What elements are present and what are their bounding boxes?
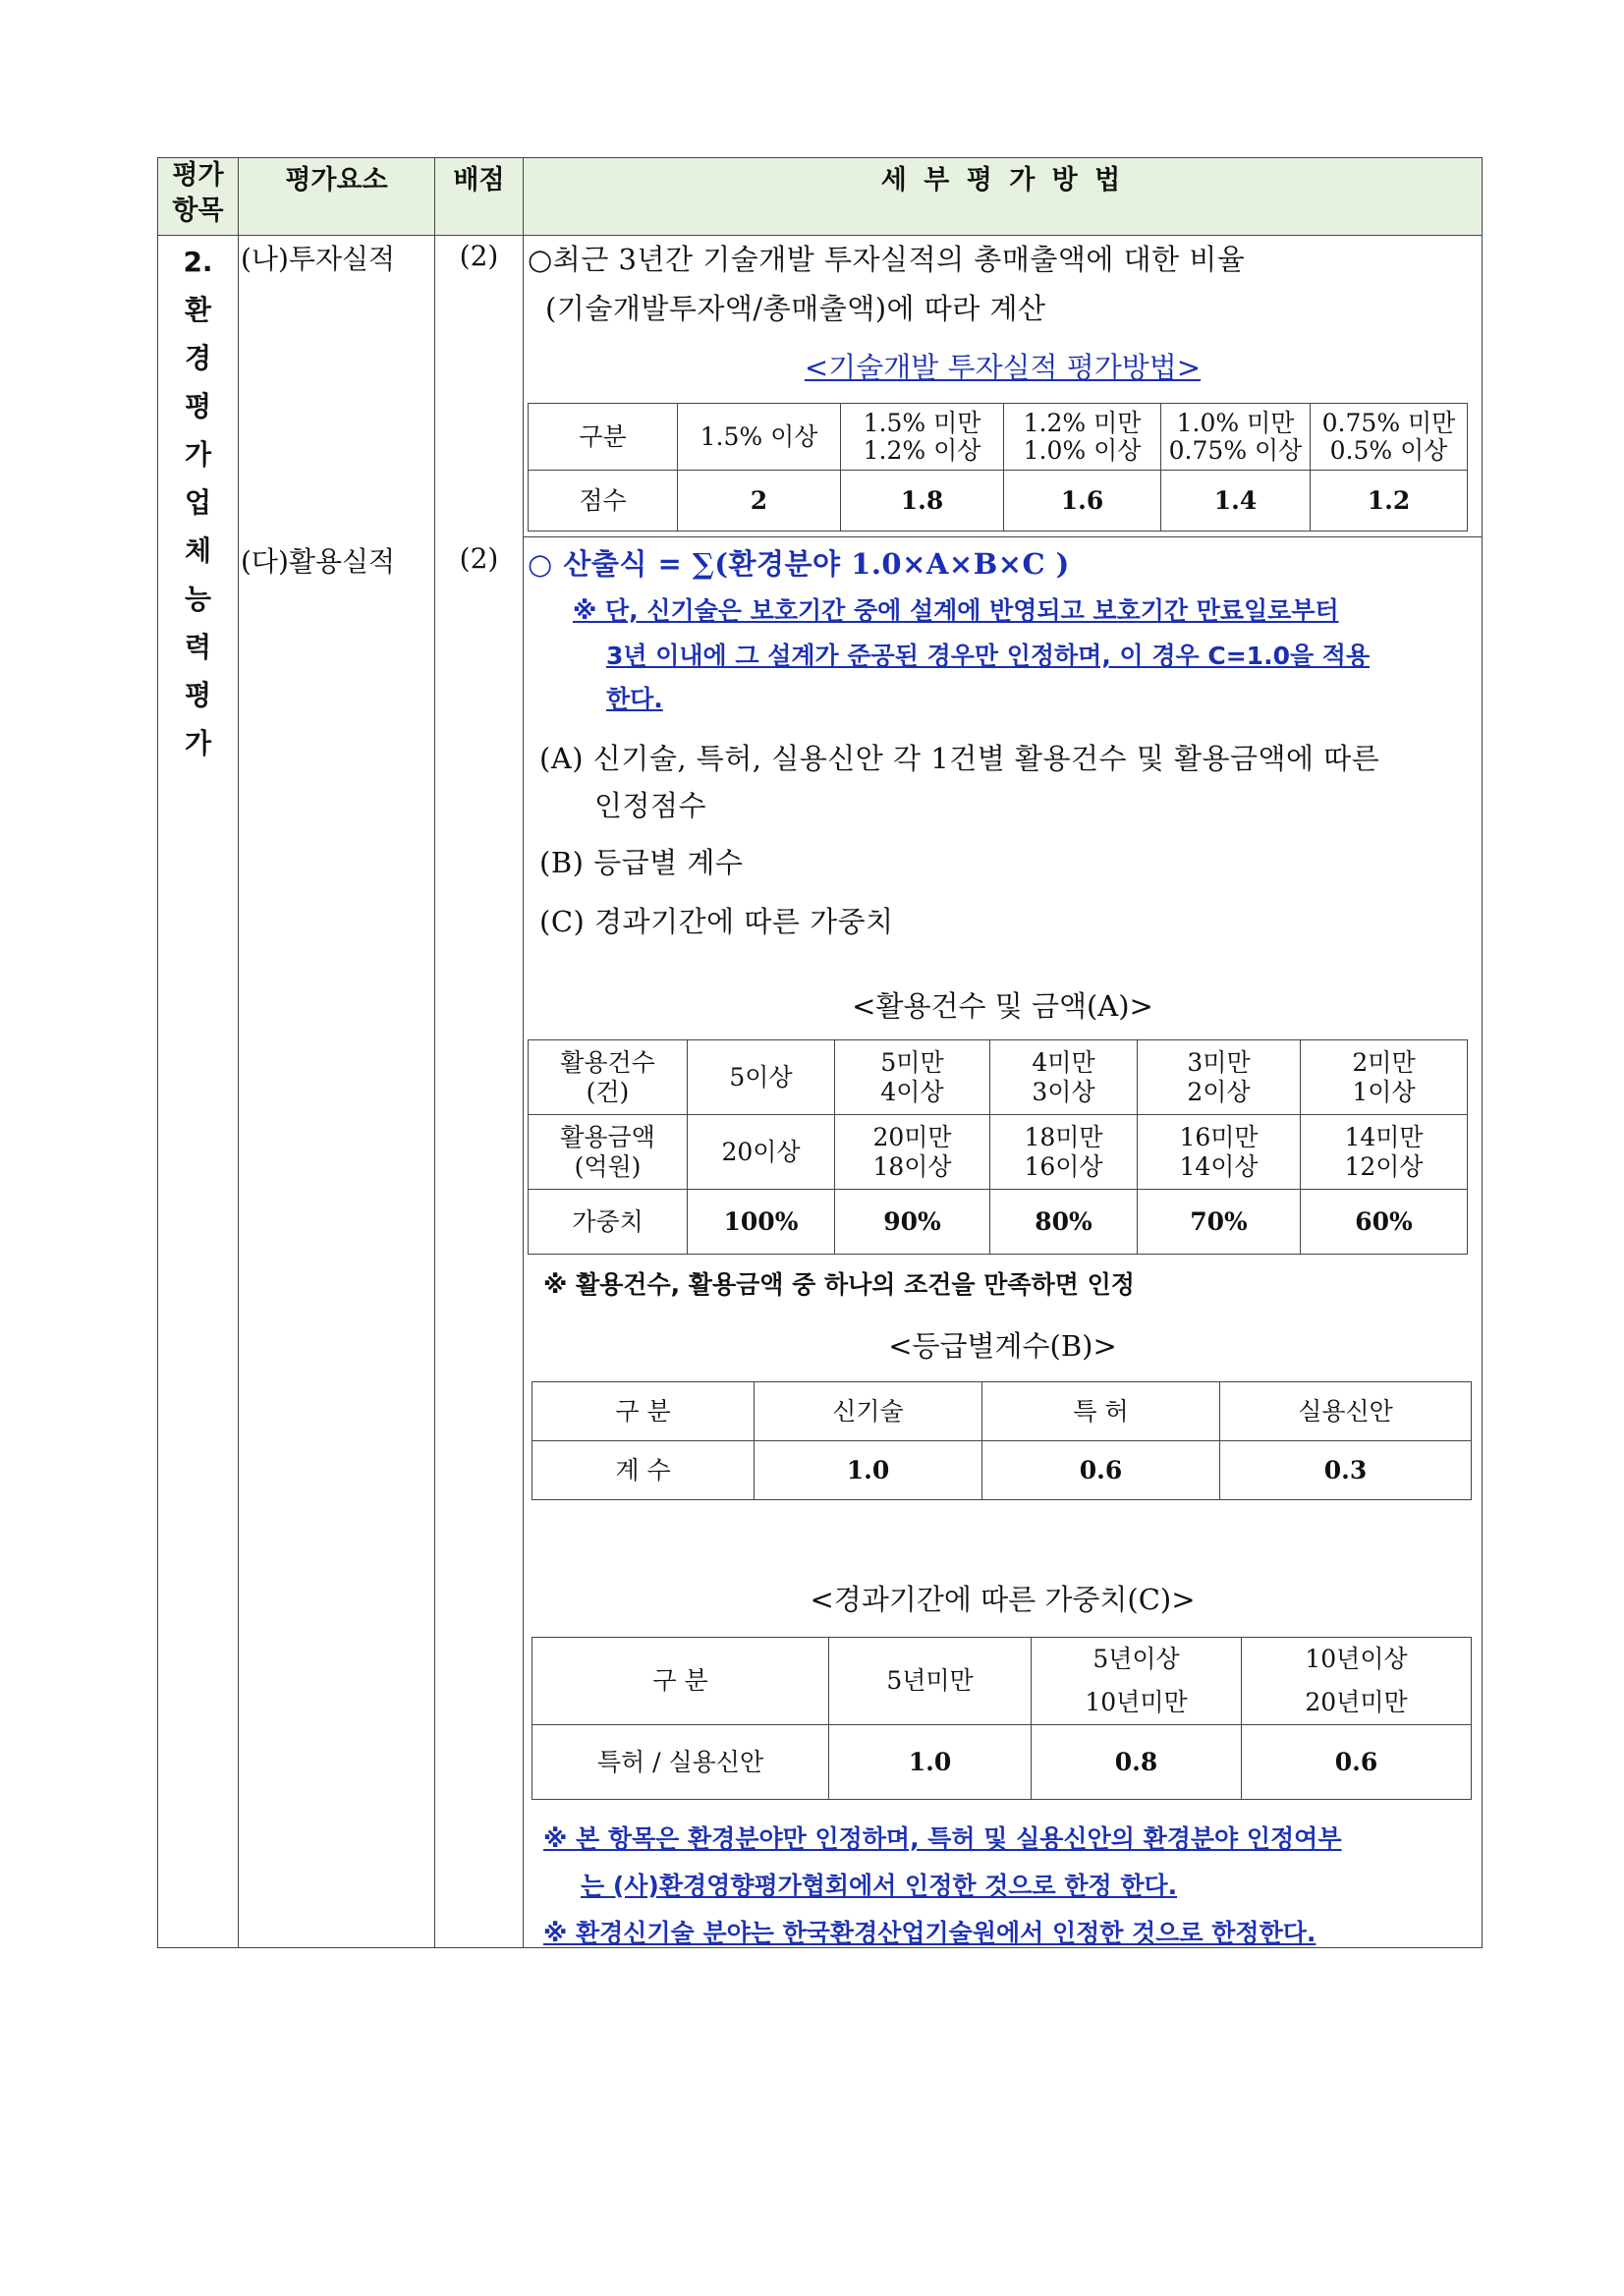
- table-a-count-label: 활용건수 (건): [529, 1040, 688, 1115]
- category-cell: [158, 236, 239, 1948]
- element-cell: [239, 236, 435, 1948]
- usage-formula: ○ 산출식 = ∑(환경분야 1.0×A×B×C ): [528, 547, 1070, 581]
- points-cell: [435, 236, 524, 1948]
- table-a-weight-label: 가중치: [529, 1190, 688, 1255]
- table-b-value-0: 1.0: [755, 1441, 982, 1500]
- header-method: 세 부 평 가 방 법: [524, 158, 1483, 236]
- table-c-value-0: 1.0: [829, 1725, 1032, 1800]
- table-a-count-row: [529, 1040, 1468, 1115]
- table-c-header-1: 5년미만: [829, 1638, 1032, 1725]
- table-c-header-2: 5년이상 10년미만: [1032, 1638, 1242, 1725]
- table-a-amount-3: 16미만 14이상: [1138, 1115, 1301, 1190]
- evaluation-table-wrapper: [157, 157, 1482, 1948]
- table-c-row-label: 특허 / 실용신안: [532, 1725, 829, 1800]
- table-a-weight-0: 100%: [688, 1190, 835, 1255]
- invest-range-0: 1.5% 이상: [678, 404, 841, 471]
- invest-line2: (기술개발투자액/총매출액)에 따라 계산: [545, 292, 1046, 325]
- table-a-count-0: 5이상: [688, 1040, 835, 1115]
- table-c-header-row: [532, 1638, 1472, 1725]
- usage-note3: ※ 환경신기술 분야는 한국환경산업기술원에서 인정한 것으로 한정한다.: [543, 1919, 1316, 1947]
- category-text-6: 체: [184, 534, 212, 567]
- invest-row-label-range: 구분: [529, 404, 678, 471]
- invest-range-1: 1.5% 미만 1.2% 이상: [841, 404, 1004, 471]
- method-cell: [524, 236, 1483, 1948]
- usage-a-desc-line1: (A) 신기술, 특허, 실용신안 각 1건별 활용건수 및 활용금액에 따른: [539, 742, 1380, 775]
- category-text-4: 가: [184, 438, 212, 471]
- invest-score-table: [528, 403, 1468, 532]
- category-text-9: 력: [184, 631, 212, 663]
- table-b-header-1: 신기술: [755, 1382, 982, 1441]
- table-b-value-1: 0.6: [982, 1441, 1220, 1500]
- element-usage: (다)활용실적: [241, 545, 396, 578]
- invest-range-3: 1.0% 미만 0.75% 이상: [1161, 404, 1311, 471]
- invest-score-3: 1.4: [1161, 471, 1311, 532]
- invest-table-title: <기술개발 투자실적 평가방법>: [804, 351, 1202, 384]
- table-b-row-label: 계 수: [532, 1441, 755, 1500]
- invest-score-2: 1.6: [1004, 471, 1161, 532]
- category-text-5: 업: [184, 486, 212, 519]
- points-usage: (2): [459, 542, 499, 575]
- category-text-8: 능: [184, 583, 212, 615]
- invest-score-0: 2: [678, 471, 841, 532]
- invest-score-4: 1.2: [1311, 471, 1468, 532]
- table-a-count-2: 4미만 3이상: [990, 1040, 1138, 1115]
- header-row: [158, 158, 1483, 236]
- table-a-amount-4: 14미만 12이상: [1301, 1115, 1468, 1190]
- table-c-value-1: 0.8: [1032, 1725, 1242, 1800]
- invest-score-1: 1.8: [841, 471, 1004, 532]
- table-b-header-0: 구 분: [532, 1382, 755, 1441]
- table-a-amount-row: [529, 1115, 1468, 1190]
- table-a-weight-2: 80%: [990, 1190, 1138, 1255]
- table-a-amount-0: 20이상: [688, 1115, 835, 1190]
- invest-range-4: 0.75% 미만 0.5% 이상: [1311, 404, 1468, 471]
- invest-line1: ○최근 3년간 기술개발 투자실적의 총매출액에 대한 비율: [528, 243, 1246, 276]
- header-category: 평가 항목: [158, 158, 239, 236]
- table-c: [532, 1637, 1472, 1800]
- table-a-note: ※ 활용건수, 활용금액 중 하나의 조건을 만족하면 인정: [543, 1270, 1135, 1299]
- table-a-weight-3: 70%: [1138, 1190, 1301, 1255]
- table-b-header-row: [532, 1382, 1472, 1441]
- table-b-header-2: 특 허: [982, 1382, 1220, 1441]
- usage-b-desc: (B) 등급별 계수: [539, 846, 744, 879]
- invest-score-row: [529, 471, 1468, 532]
- table-b-header-3: 실용신안: [1220, 1382, 1472, 1441]
- table-c-header-3: 10년이상 20년미만: [1242, 1638, 1472, 1725]
- table-b: [532, 1381, 1472, 1500]
- category-text-10: 평: [184, 679, 212, 711]
- table-a-weight-1: 90%: [835, 1190, 990, 1255]
- table-c-value-2: 0.6: [1242, 1725, 1472, 1800]
- evaluation-table: [157, 157, 1483, 1948]
- usage-note1-line3: 한다.: [606, 685, 663, 713]
- table-a-count-1: 5미만 4이상: [835, 1040, 990, 1115]
- category-text-0: 2.: [183, 246, 213, 278]
- table-a: [528, 1039, 1468, 1255]
- invest-range-row: [529, 404, 1468, 471]
- element-invest: (나)투자실적: [241, 243, 396, 275]
- category-text-2: 경: [184, 342, 212, 374]
- table-a-amount-2: 18미만 16이상: [990, 1115, 1138, 1190]
- points-invest: (2): [459, 240, 499, 272]
- table-a-title: <활용건수 및 금액(A)>: [852, 989, 1153, 1023]
- table-a-count-3: 3미만 2이상: [1138, 1040, 1301, 1115]
- usage-note1-line1: ※ 단, 신기술은 보호기간 중에 설계에 반영되고 보호기간 만료일로부터: [573, 596, 1339, 625]
- table-a-amount-1: 20미만 18이상: [835, 1115, 990, 1190]
- usage-c-desc: (C) 경과기간에 따른 가중치: [539, 905, 894, 938]
- table-b-title: <등급별계수(B)>: [888, 1329, 1117, 1363]
- table-c-value-row: [532, 1725, 1472, 1800]
- header-element: 평가요소: [239, 158, 435, 236]
- usage-note1-line2: 3년 이내에 그 설계가 준공된 경우만 인정하며, 이 경우 C=1.0을 적용: [606, 642, 1371, 670]
- header-points: 배점: [435, 158, 524, 236]
- table-a-amount-label: 활용금액 (억원): [529, 1115, 688, 1190]
- usage-note2-line2: 는 (사)환경영향평가협회에서 인정한 것으로 한정 한다.: [581, 1872, 1178, 1900]
- section-divider: [524, 536, 1482, 537]
- table-b-value-row: [532, 1441, 1472, 1500]
- table-a-weight-4: 60%: [1301, 1190, 1468, 1255]
- table-a-count-4: 2미만 1이상: [1301, 1040, 1468, 1115]
- category-text-1: 환: [184, 294, 212, 326]
- usage-note2-line1: ※ 본 항목은 환경분야만 인정하며, 특허 및 실용신안의 환경분야 인정여부: [543, 1824, 1342, 1853]
- table-c-title: <경과기간에 따른 가중치(C)>: [810, 1583, 1196, 1616]
- table-c-header-0: 구 분: [532, 1638, 829, 1725]
- invest-row-label-score: 점수: [529, 471, 678, 532]
- table-b-value-2: 0.3: [1220, 1441, 1472, 1500]
- category-text-11: 가: [184, 727, 212, 759]
- usage-a-desc-line2: 인정점수: [594, 789, 707, 822]
- invest-range-2: 1.2% 미만 1.0% 이상: [1004, 404, 1161, 471]
- category-text-3: 평: [184, 390, 212, 422]
- table-a-weight-row: [529, 1190, 1468, 1255]
- content-row: [158, 236, 1483, 1948]
